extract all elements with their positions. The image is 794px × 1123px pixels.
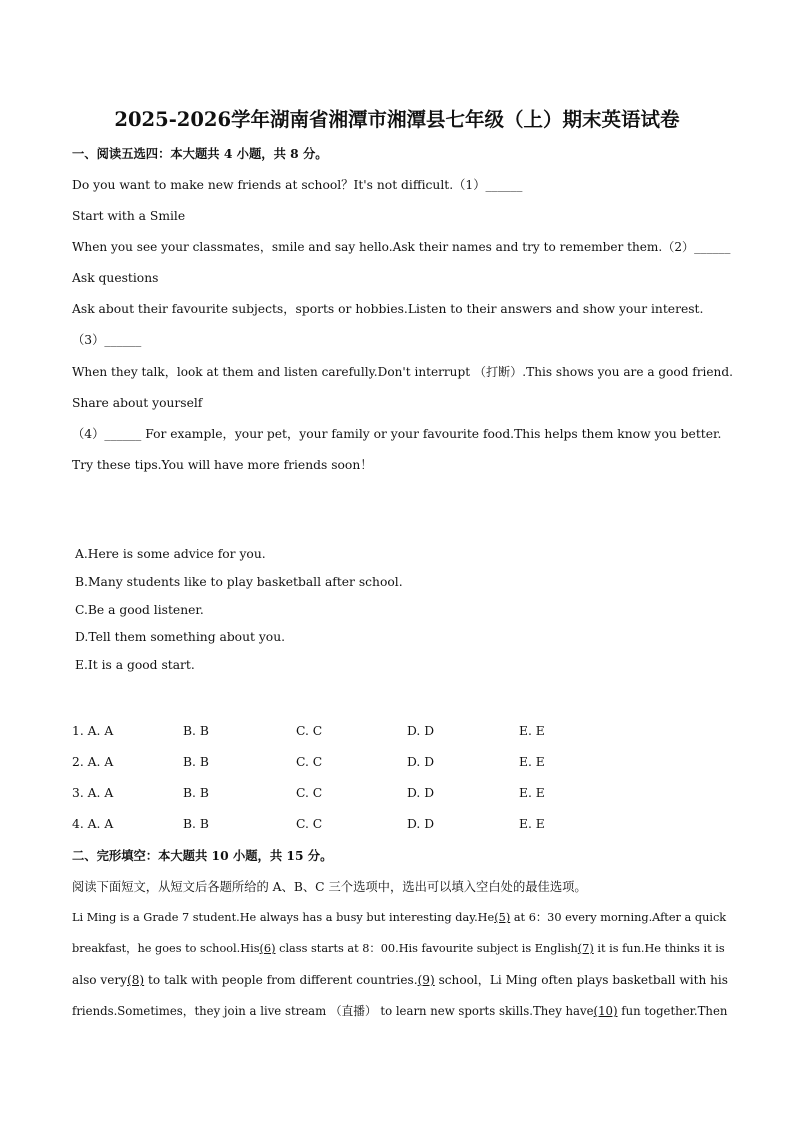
passage1-line: Try these tips.You will have more friends soon！ [72,458,373,472]
choice-b[interactable]: B. B [183,724,209,738]
passage2-line: Li Ming is a Grade 7 student.He always has a busy but interesting day.He(5) at 6：30 every morning.After a quick [72,911,727,924]
passage1-line: When you see your classmates，smile and say hello.Ask their names and try to remember them.（2）______ [72,240,731,254]
choice-d[interactable]: D. D [407,817,435,831]
passage1-line: Ask questions [72,271,159,285]
section2-instruction: 阅读下面短文，从短文后各题所给的 A、B、C 三个选项中，选出可以填入空白处的最佳选项。 [72,880,587,894]
passage2-line: breakfast，he goes to school.His(6) class starts at 8：00.His favourite subject is English(7) it is fun.He thinks it is [72,942,725,955]
question-number-choice-a[interactable]: 4. A. A [72,817,114,831]
blank-6[interactable]: (6) [259,942,276,955]
section1-heading: 一、阅读五选四：本大题共 4 小题，共 8 分。 [72,146,328,161]
blank-10[interactable]: (10) [593,1004,618,1018]
blank-8[interactable]: (8) [127,973,145,987]
blank-7[interactable]: (7) [577,942,594,955]
exam-title: 2025-2026学年湖南省湘潭市湘潭县七年级（上）期末英语试卷 [114,108,680,131]
option-a: A.Here is some advice for you. [75,547,266,561]
passage1-line: Ask about their favourite subjects，sports or hobbies.Listen to their answers and show your interest. [72,302,704,316]
blank-9[interactable]: (9) [417,973,435,987]
choice-d[interactable]: D. D [407,786,435,800]
choice-c[interactable]: C. C [296,786,323,800]
choice-b[interactable]: B. B [183,817,209,831]
choice-c[interactable]: C. C [296,724,323,738]
option-e: E.It is a good start. [75,658,195,672]
question-number-choice-a[interactable]: 2. A. A [72,755,114,769]
option-c: C.Be a good listener. [75,603,204,617]
blank-5[interactable]: (5) [494,911,511,924]
choice-c[interactable]: C. C [296,817,323,831]
question-number-choice-a[interactable]: 1. A. A [72,724,114,738]
option-b: B.Many students like to play basketball after school. [75,575,403,589]
choice-e[interactable]: E. E [519,786,545,800]
choice-d[interactable]: D. D [407,755,435,769]
passage2-line: also very(8) to talk with people from different countries.(9) school，Li Ming often plays basketball with his [72,973,728,987]
section2-heading: 二、完形填空：本大题共 10 小题，共 15 分。 [72,848,333,863]
choice-e[interactable]: E. E [519,817,545,831]
choice-c[interactable]: C. C [296,755,323,769]
choice-e[interactable]: E. E [519,755,545,769]
choice-b[interactable]: B. B [183,786,209,800]
option-d: D.Tell them something about you. [75,630,286,644]
passage1-line: Start with a Smile [72,209,186,223]
choice-d[interactable]: D. D [407,724,435,738]
choice-b[interactable]: B. B [183,755,209,769]
passage1-line: When they talk，look at them and listen carefully.Don't interrupt （打断）.This shows you are a good friend. [72,365,733,379]
question-number-choice-a[interactable]: 3. A. A [72,786,114,800]
choice-e[interactable]: E. E [519,724,545,738]
passage1-line: Share about yourself [72,396,203,410]
passage1-line: Do you want to make new friends at school？It's not difficult.（1）______ [72,178,523,192]
passage2-line: friends.Sometimes，they join a live stream （直播） to learn new sports skills.They have(10) fun together.Then [72,1004,728,1018]
passage1-line: （3）______ [72,333,142,347]
passage1-line: （4）______ For example，your pet，your family or your favourite food.This helps them know you better. [72,427,722,441]
